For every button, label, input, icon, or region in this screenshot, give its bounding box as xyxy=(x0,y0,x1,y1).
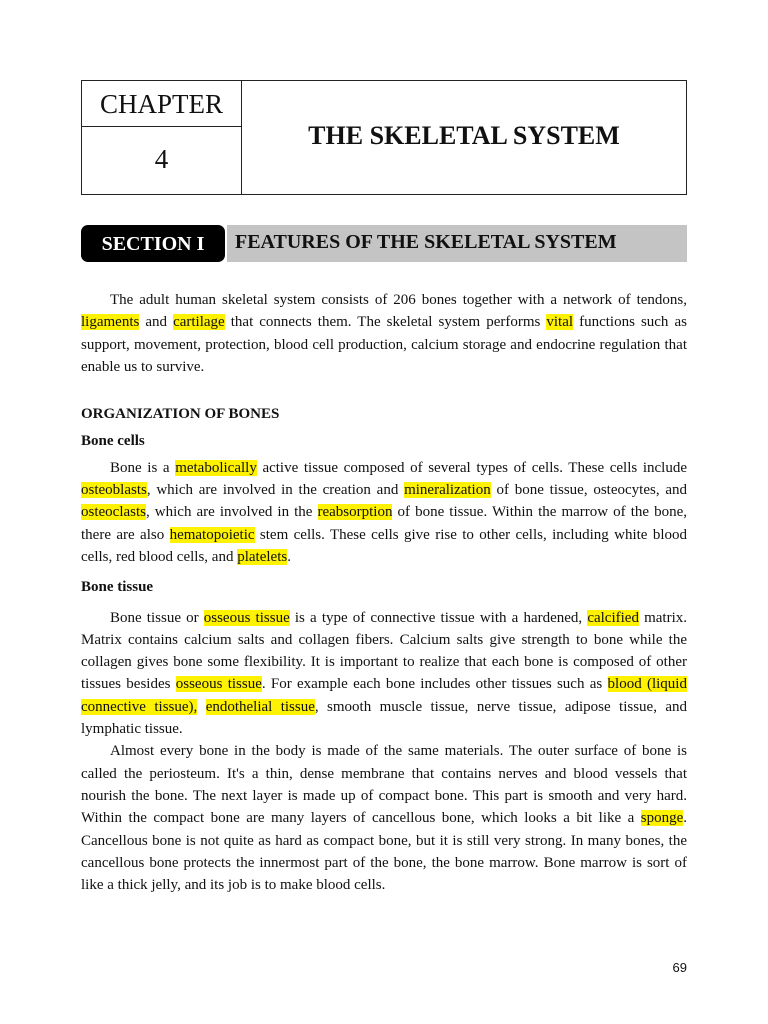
highlighted-term: blood (liquid connective tissue), xyxy=(81,676,687,715)
chapter-label-column xyxy=(82,81,242,194)
text-run: Bone is a xyxy=(110,459,176,476)
highlighted-term: osteoblasts xyxy=(81,482,147,499)
text-run: active tissue composed of several types of cells. These cells include xyxy=(256,459,687,476)
text-run: of bone tissue. Within the marrow of the bone, there are also xyxy=(81,504,687,543)
highlighted-term: calcified xyxy=(587,609,639,626)
text-run: , smooth muscle tissue, nerve tissue, adipose tissue, and lymphatic tissue. xyxy=(81,698,688,738)
section-header xyxy=(81,225,687,263)
chapter-header-box xyxy=(81,80,687,195)
section-title: FEATURES OF THE SKELETAL SYSTEM xyxy=(227,225,687,262)
text-run: and xyxy=(139,314,174,331)
text-run: , which are involved in the xyxy=(146,504,318,521)
section-badge: SECTION I xyxy=(81,225,225,262)
text-run: matrix. Matrix contains calcium salts and collagen fibers. Calcium salts give strength to bone while the collagen gives bone some flexibility. It is important to realize that each bone is composed of other tissues besides xyxy=(81,609,687,693)
highlighted-term: ligaments xyxy=(81,314,140,331)
chapter-title: THE SKELETAL SYSTEM xyxy=(308,121,620,150)
text-run: is a type of connective tissue with a hardened, xyxy=(289,609,588,626)
text-run: that connects them. The skeletal system performs xyxy=(224,314,547,331)
text-run: The adult human skeletal system consists of 206 bones together with a network of tendons, xyxy=(110,292,687,308)
chapter-label: CHAPTER xyxy=(82,81,241,127)
text-run: stem cells. These cells give rise to other cells, including white blood cells, red blood cells, and xyxy=(81,526,687,565)
page-body xyxy=(81,289,687,896)
text-run: . Cancellous bone is not quite as hard as compact bone, but it is still very strong. In many bones, the cancellous bone protects the innermost part of the bone, the bone marrow. Bone marrow is sort of like a thick jelly, and its job is to make blood cells. xyxy=(81,810,687,894)
text-run xyxy=(197,699,205,715)
highlighted-term: reabsorption xyxy=(317,504,393,521)
text-run: , which are involved in the creation and xyxy=(146,482,405,499)
highlighted-term: osteoclasts xyxy=(81,504,146,521)
bone-tissue-heading: Bone tissue xyxy=(81,579,154,596)
bone-tissue-paragraph xyxy=(81,607,687,741)
intro-paragraph xyxy=(81,289,687,378)
text-run: Bone tissue or xyxy=(110,609,204,626)
text-run: functions such as support, movement, protection, blood cell production, calcium storage and endocrine regulation that enable us to survive. xyxy=(81,314,687,375)
page-number: 69 xyxy=(672,960,687,975)
bone-cells-heading: Bone cells xyxy=(81,433,145,450)
highlighted-term: osseous tissue xyxy=(175,676,262,693)
highlighted-term: osseous tissue xyxy=(203,609,290,626)
highlighted-term: hematopoietic xyxy=(169,526,255,543)
text-run: . For example each bone includes other tissues such as xyxy=(261,676,608,693)
chapter-number: 4 xyxy=(154,144,169,174)
text-run: of bone tissue, osteocytes, and xyxy=(490,482,687,499)
highlighted-term: metabolically xyxy=(175,459,257,476)
text-run: . xyxy=(287,548,291,565)
text-run: Almost every bone in the body is made of the same materials. The outer surface of bone is called the periosteum. It's a thin, dense membrane that contains nerves and blood vessels that nourish the bone. The next layer is made up of compact bone. This part is smooth and very hard. Within the compact bone are many layers of cancellous bone, which looks a bit like a xyxy=(81,743,687,827)
highlighted-term: platelets xyxy=(237,548,288,565)
organization-heading: ORGANIZATION OF BONES xyxy=(81,406,280,423)
bone-cells-paragraph xyxy=(81,457,687,568)
bone-structure-paragraph xyxy=(81,740,687,896)
highlighted-term: cartilage xyxy=(173,314,225,331)
highlighted-term: mineralization xyxy=(404,482,491,499)
highlighted-term: vital xyxy=(546,314,574,331)
highlighted-term: sponge xyxy=(640,810,684,827)
highlighted-term: endothelial tissue xyxy=(205,698,315,715)
